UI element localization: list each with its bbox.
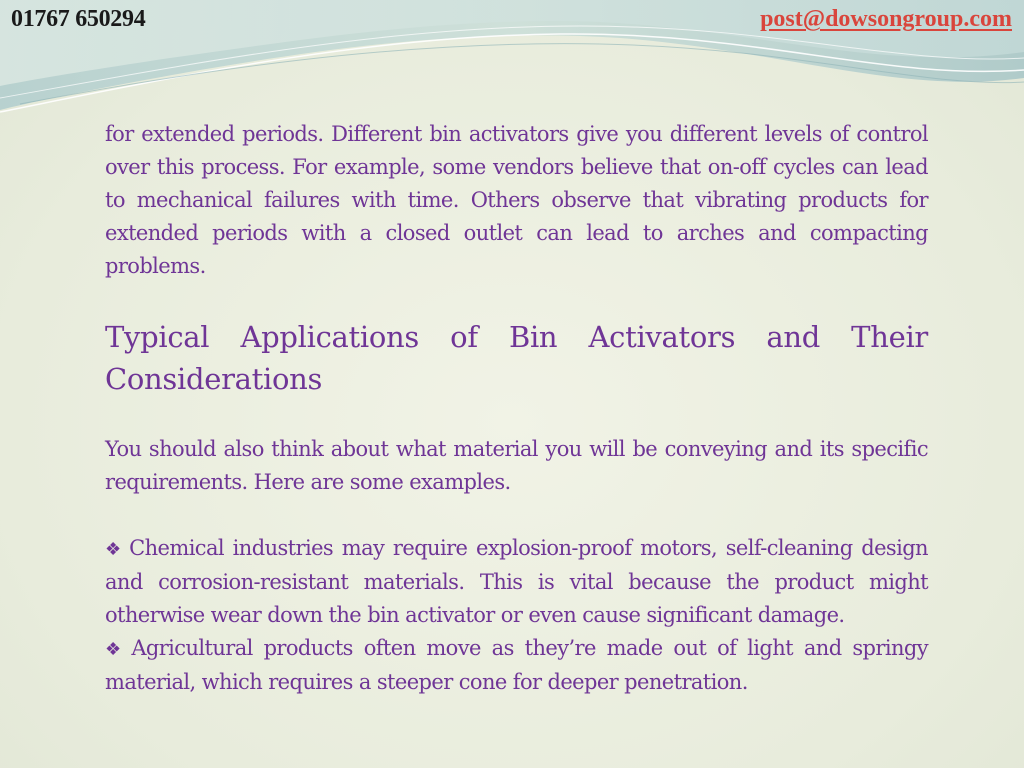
intro-paragraph: for extended periods. Different bin activators give you different levels of control over this process. For example, some vendors believe that on-off cycles can lead to mechanical failures with time. Others observe that vibrating products for extended periods with a closed outlet can lead to arches and compacting problems. (105, 122, 928, 278)
bullet-item (105, 632, 928, 699)
body-paragraph: You should also think about what material you will be conveying and its specific requirements. Here are some examples. (105, 437, 928, 494)
slide-content (105, 118, 928, 699)
diamond-bullet-icon: ❖ (105, 539, 124, 560)
bullet-text: Agricultural products often move as they’re made out of light and springy material, which requires a steeper cone for deeper penetration. (105, 636, 928, 694)
bullet-text: Chemical industries may require explosion-proof motors, self-cleaning design and corrosion-resistant materials. This is vital because the product might otherwise wear down the bin activator or even cause significant damage. (105, 536, 928, 627)
phone-number: 01767 650294 (11, 6, 146, 32)
diamond-bullet-icon: ❖ (105, 639, 126, 660)
section-heading: Typical Applications of Bin Activators and Their Considerations (105, 320, 928, 396)
email-link[interactable]: post@dowsongroup.com (760, 6, 1012, 32)
bullet-item (105, 532, 928, 632)
